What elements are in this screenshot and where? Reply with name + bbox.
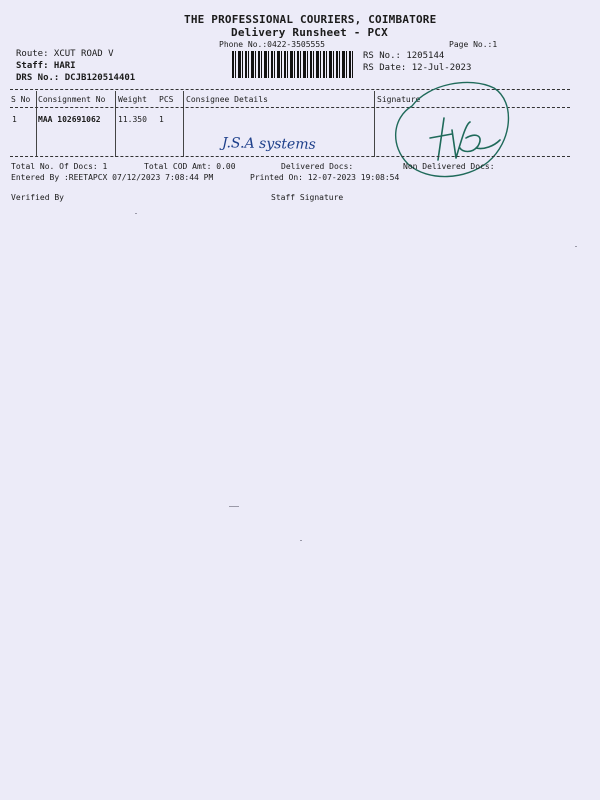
route: Route: XCUT ROAD V xyxy=(16,49,114,59)
column-divider xyxy=(183,91,184,157)
header-pcs: PCS xyxy=(159,95,174,104)
header-sno: S No xyxy=(11,95,31,104)
rs-date: RS Date: 12-Jul-2023 xyxy=(363,63,472,73)
scan-speck xyxy=(575,246,577,247)
printed-on: Printed On: 12-07-2023 19:08:54 xyxy=(250,173,400,182)
rs-number: RS No.: 1205144 xyxy=(363,51,445,61)
non-delivered-docs: Non Delivered Docs: xyxy=(403,162,495,171)
column-divider xyxy=(36,91,37,157)
entered-by: Entered By :REETAPCX 07/12/2023 7:08:44 PM xyxy=(11,173,214,182)
cell-sno: 1 xyxy=(12,115,17,124)
cell-weight: 11.350 xyxy=(118,115,147,124)
handwritten-consignee: J.S.A systems xyxy=(221,135,316,153)
column-divider xyxy=(374,91,375,157)
staff-signature: Staff Signature xyxy=(271,193,344,202)
document-title: Delivery Runsheet - PCX xyxy=(231,26,388,39)
barcode xyxy=(232,51,354,78)
total-docs: Total No. Of Docs: 1 xyxy=(11,162,108,171)
table-bottom-rule xyxy=(10,156,570,157)
verified-by: Verified By xyxy=(11,193,64,202)
page-number: Page No.:1 xyxy=(449,40,498,49)
header-consignee-details: Consignee Details xyxy=(186,95,268,104)
header-weight: Weight xyxy=(118,95,147,104)
header-signature: Signature xyxy=(377,95,421,104)
column-divider xyxy=(115,91,116,157)
total-cod-amount: Total COD Amt: 0.00 xyxy=(144,162,236,171)
company-name: THE PROFESSIONAL COURIERS, COIMBATORE xyxy=(184,13,437,26)
cell-consignment-no: MAA 102691062 xyxy=(38,115,101,124)
phone-number: Phone No.:0422-3505555 xyxy=(219,40,325,49)
cell-pcs: 1 xyxy=(159,115,164,124)
scan-speck xyxy=(135,213,137,214)
scan-speck xyxy=(300,540,302,541)
staff: Staff: HARI xyxy=(16,61,76,71)
drs-number: DRS No.: DCJB120514401 xyxy=(16,73,136,83)
scan-speck xyxy=(229,506,239,507)
header-consignment-no: Consignment No xyxy=(38,95,106,104)
delivered-docs: Delivered Docs: xyxy=(281,162,354,171)
